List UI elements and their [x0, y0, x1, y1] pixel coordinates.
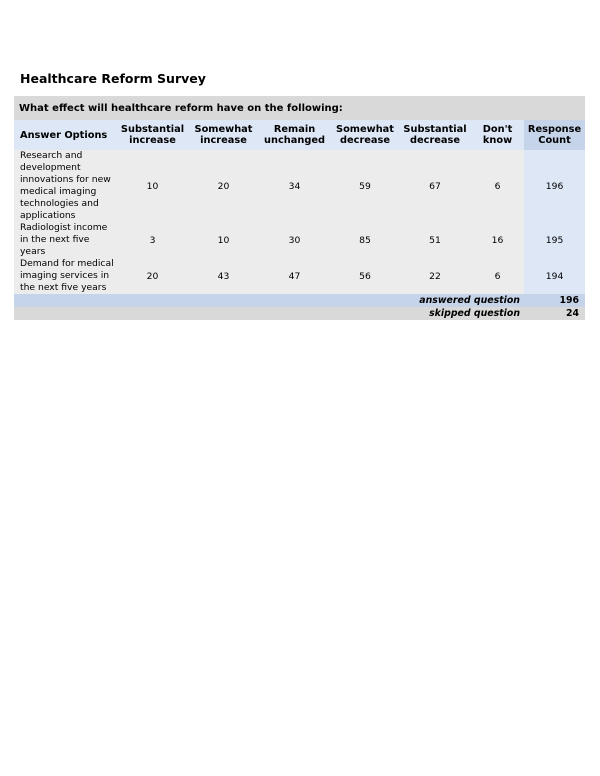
skipped-question-label: skipped question: [14, 307, 524, 320]
cell-value: 3: [116, 222, 189, 258]
question-text: What effect will healthcare reform have on the following:: [14, 96, 585, 120]
somewhat-increase-header: Somewhat increase: [189, 120, 258, 150]
cell-value: 30: [258, 222, 331, 258]
survey-table: [14, 96, 585, 320]
response-count-header: Response Count: [524, 120, 585, 150]
cell-value: 56: [331, 258, 399, 294]
skipped-question-value: 24: [524, 307, 585, 320]
cell-value: 47: [258, 258, 331, 294]
answered-question-value: 196: [524, 294, 585, 307]
page-title: Healthcare Reform Survey: [20, 71, 206, 86]
table-row: [14, 222, 585, 258]
dont-know-header: Don't know: [471, 120, 524, 150]
table-row: [14, 258, 585, 294]
answered-question-row: [14, 294, 585, 307]
cell-value: 6: [471, 150, 524, 222]
row-label: Demand for medical imaging services in the next five years: [14, 258, 116, 294]
header-row: [14, 120, 585, 150]
remain-unchanged-header: Remain unchanged: [258, 120, 331, 150]
response-count-cell: 194: [524, 258, 585, 294]
substantial-increase-header: Substantial increase: [116, 120, 189, 150]
question-row: [14, 96, 585, 120]
row-label: Radiologist income in the next five years: [14, 222, 116, 258]
skipped-question-row: [14, 307, 585, 320]
cell-value: 6: [471, 258, 524, 294]
cell-value: 10: [116, 150, 189, 222]
answered-question-label: answered question: [14, 294, 524, 307]
substantial-decrease-header: Substantial decrease: [399, 120, 471, 150]
response-count-cell: 195: [524, 222, 585, 258]
table-row: [14, 150, 585, 222]
cell-value: 10: [189, 222, 258, 258]
cell-value: 51: [399, 222, 471, 258]
cell-value: 20: [116, 258, 189, 294]
cell-value: 34: [258, 150, 331, 222]
row-label: Research and development innovations for new medical imaging technologies and applications: [14, 150, 116, 222]
cell-value: 85: [331, 222, 399, 258]
cell-value: 59: [331, 150, 399, 222]
somewhat-decrease-header: Somewhat decrease: [331, 120, 399, 150]
cell-value: 20: [189, 150, 258, 222]
answer-options-header: Answer Options: [14, 120, 116, 150]
cell-value: 67: [399, 150, 471, 222]
cell-value: 22: [399, 258, 471, 294]
cell-value: 43: [189, 258, 258, 294]
cell-value: 16: [471, 222, 524, 258]
response-count-cell: 196: [524, 150, 585, 222]
